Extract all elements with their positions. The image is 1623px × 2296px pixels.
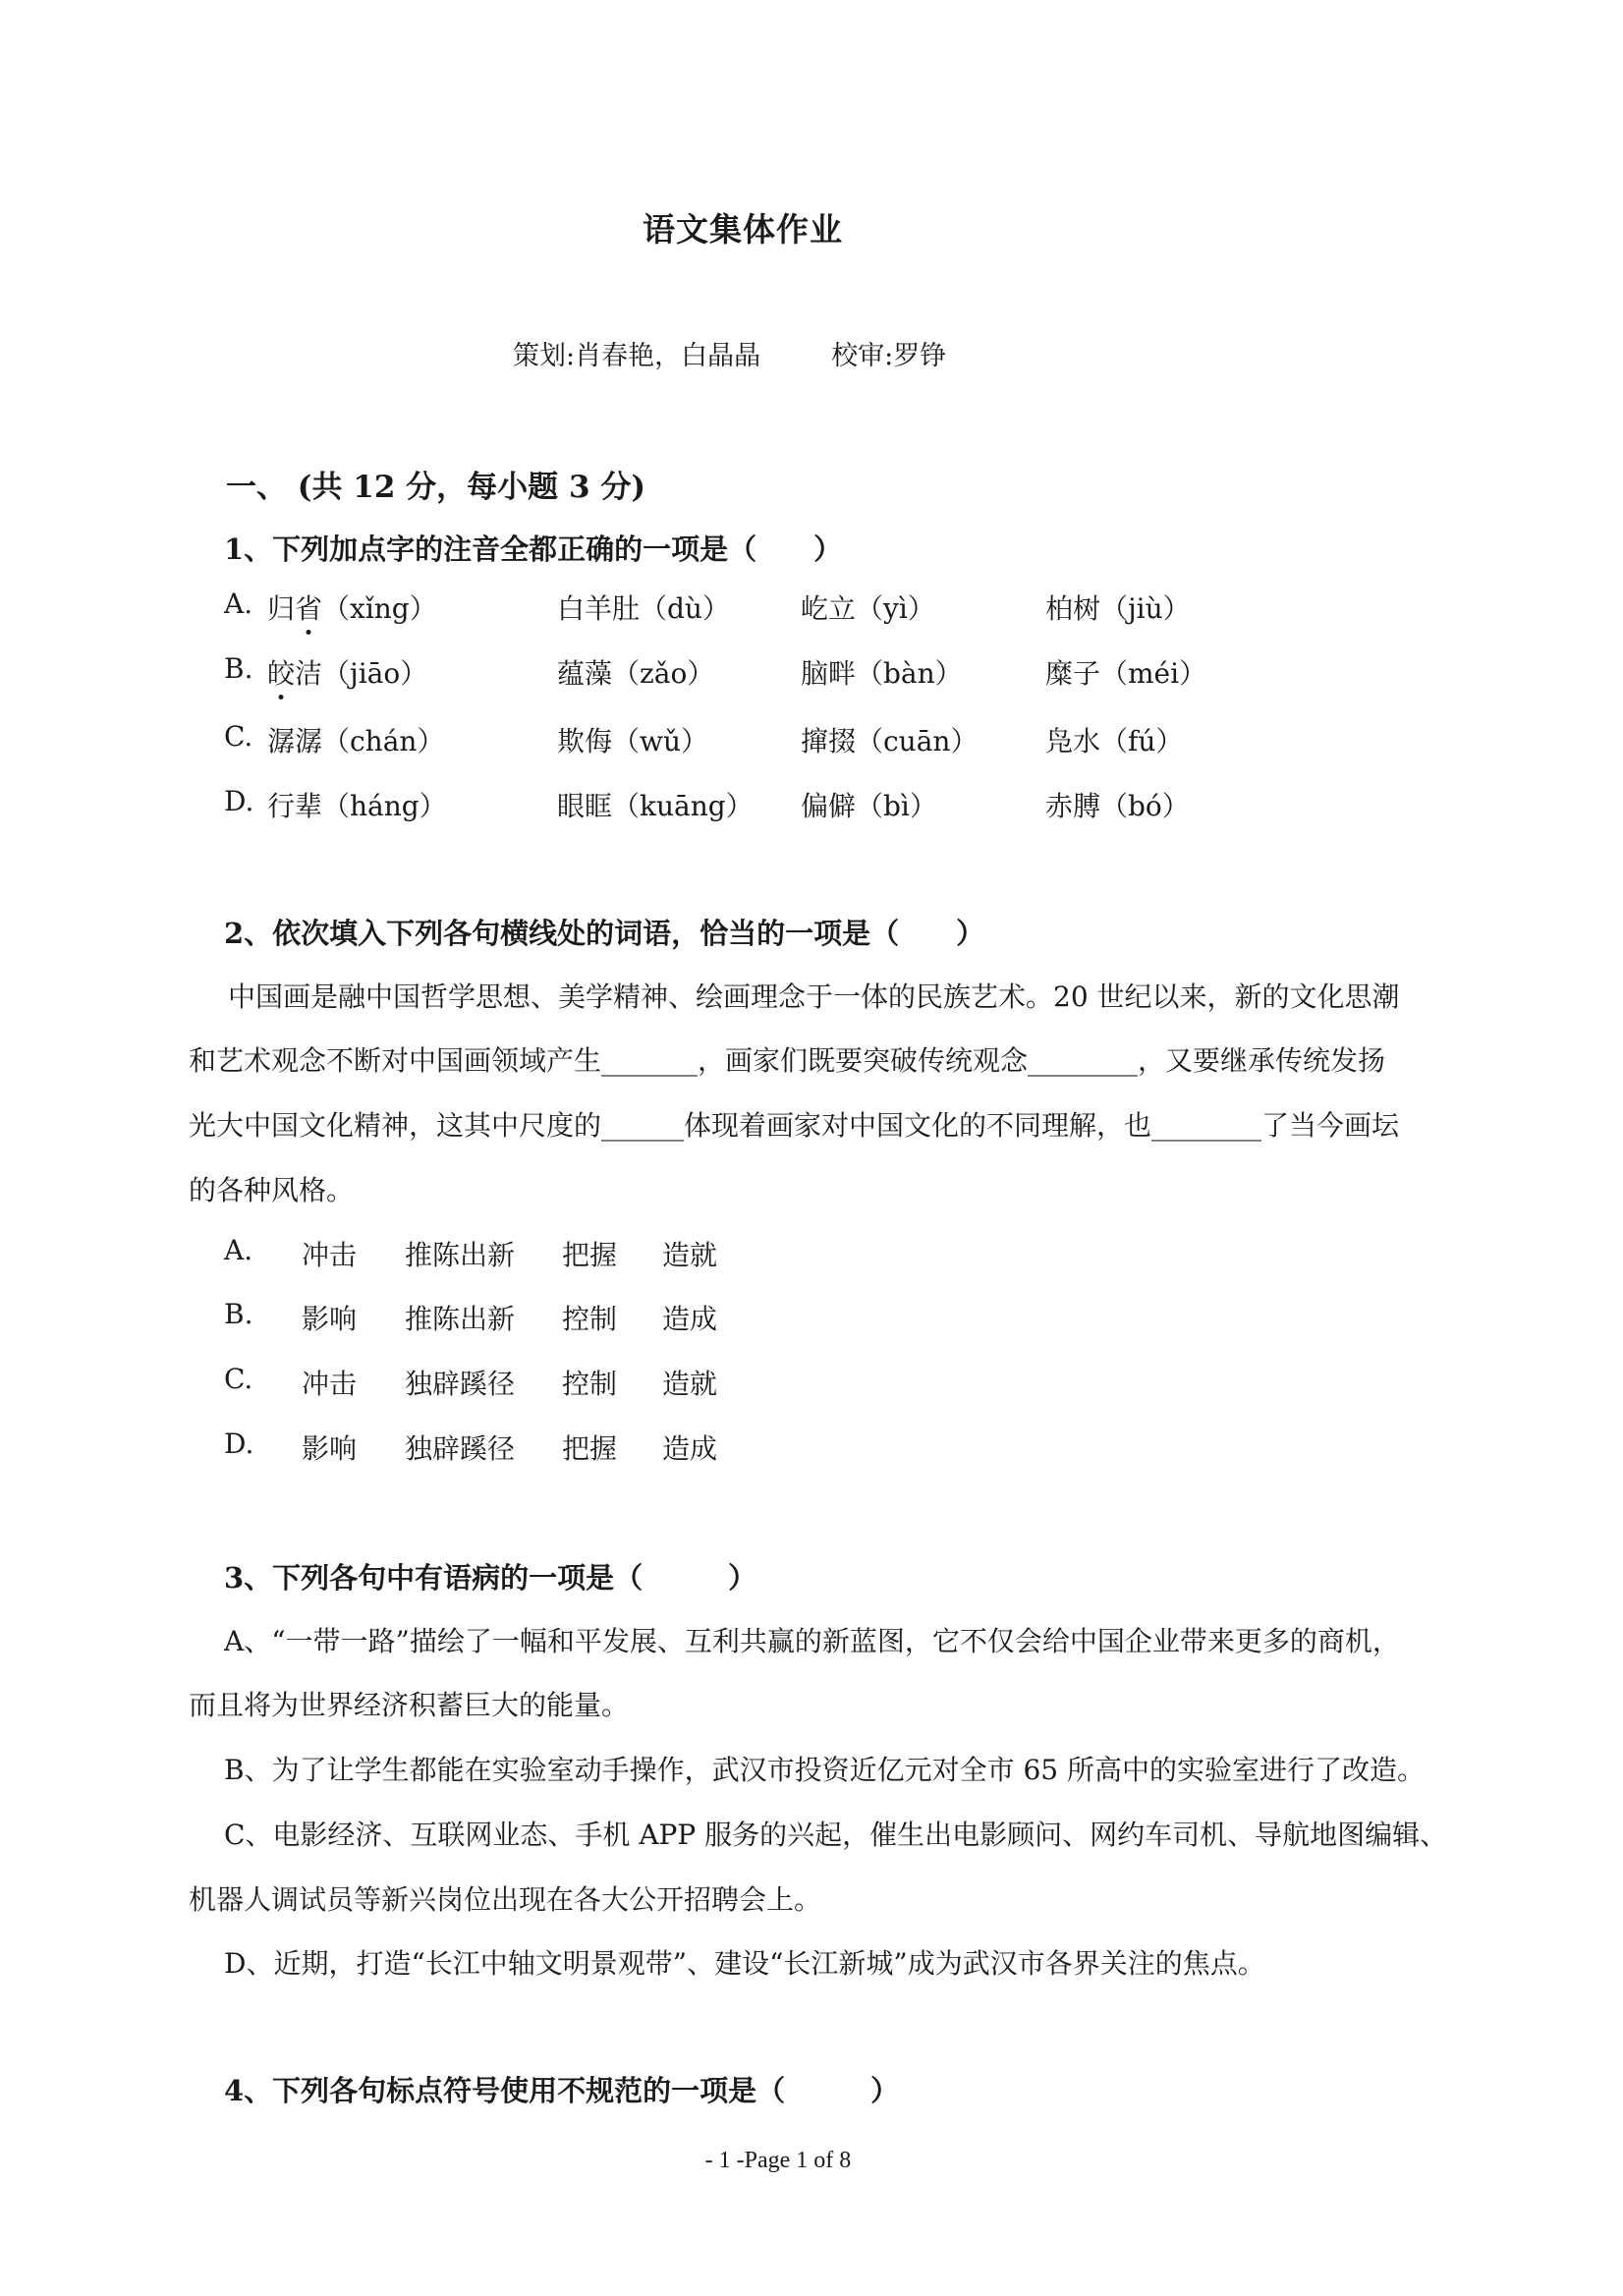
q1-option-c-item1 [267,720,444,759]
q2-option-word: 造就 [662,1239,718,1271]
emphasis-dot-char: 省 [295,592,323,625]
q2-option-d-letter: D. [224,1428,254,1460]
q1-option-a-item2: 白羊肚（dù） [557,592,730,625]
question-2-stem: 2、依次填入下列各句横线处的词语，恰当的一项是（ ） [224,917,985,950]
q2-option-word: 控制 [562,1368,618,1400]
q1-option-d-letter: D. [224,785,254,817]
q3-option-line: C、电影经济、互联网业态、手机 APP 服务的兴起，催生出电影顾问、网约车司机、导航地图编辑、 [224,1819,1448,1851]
q1-option-a-item3: 屹立（yì） [801,592,935,625]
q1-a1-post: （xǐng） [322,592,437,625]
q2-option-b-letter: B. [224,1298,253,1330]
q1-option-b-item3: 脑畔（bàn） [801,657,963,690]
q1-option-d-item4: 赤膊（bó） [1045,790,1190,822]
q2-option-c-letter: C. [224,1363,253,1395]
q1-option-a-item1 [267,588,437,627]
q1-option-b-item2: 蕴藻（zǎo） [557,657,715,690]
q2-option-word: 造成 [662,1303,718,1335]
page-footer: - 1 -Page 1 of 8 [704,2148,852,2173]
q2-passage-line: 和艺术观念不断对中国画领域产生_______，画家们既要突破传统观念________，又要继承传统发扬 [189,1044,1386,1077]
section-heading: 一、 (共 12 分，每小题 3 分) [226,470,646,505]
q2-option-word: 推陈出新 [405,1303,516,1335]
q2-option-word: 独辟蹊径 [405,1432,516,1465]
question-4-stem: 4、下列各句标点符号使用不规范的一项是（ ） [224,2074,900,2107]
question-3-stem: 3、下列各句中有语病的一项是（ ） [224,1561,757,1595]
q1-option-b-letter: B. [224,652,253,685]
q1-option-d-item2: 眼眶（kuāng） [557,790,754,822]
q1-b1-post: 洁（jiāo） [295,657,428,690]
credits-line [513,334,946,372]
q2-passage-line: 光大中国文化精神，这其中尺度的______体现着画家对中国文化的不同理解，也________了当今画坛 [189,1109,1400,1142]
q2-option-word: 推陈出新 [405,1239,516,1271]
q2-option-word: 影响 [302,1432,358,1465]
q2-passage-line: 中国画是融中国哲学思想、美学精神、绘画理念于一体的民族艺术。20 世纪以来，新的文化思潮 [228,980,1400,1013]
q3-option-line: 而且将为世界经济积蓄巨大的能量。 [189,1689,630,1721]
q1-option-a-letter: A. [224,588,253,620]
q3-option-line: B、为了让学生都能在实验室动手操作，武汉市投资近亿元对全市 65 所高中的实验室进行了改造。 [224,1754,1426,1786]
q2-option-word: 独辟蹊径 [405,1368,516,1400]
planners-credit: 策划:肖春艳，白晶晶 [513,341,761,371]
q1-a1-pre: 归 [267,592,296,625]
q1-option-c-item2: 欺侮（wǔ） [557,725,709,757]
page-title: 语文集体作业 [643,210,843,249]
q1-d1-text: 行辈（háng） [267,790,447,822]
q2-option-word: 把握 [562,1432,618,1465]
q1-option-a-item4: 柏树（jiù） [1045,592,1191,625]
q1-option-b-item1 [267,652,427,692]
q2-option-word: 造成 [662,1432,718,1465]
q1-c1-text: 潺潺（chán） [267,725,445,757]
q2-option-word: 造就 [662,1368,718,1400]
q2-option-word: 冲击 [302,1239,358,1271]
emphasis-dot-char: 皎 [267,657,296,690]
q3-option-line: A、“一带一路”描绘了一幅和平发展、互利共赢的新蓝图，它不仅会给中国企业带来更多的商机， [224,1625,1400,1657]
q2-option-word: 影响 [302,1303,358,1335]
q2-option-word: 控制 [562,1303,618,1335]
q2-option-word: 冲击 [302,1368,358,1400]
question-1-stem: 1、下列加点字的注音全都正确的一项是（ ） [224,532,843,566]
q1-option-c-item4: 凫水（fú） [1045,725,1184,757]
q1-option-b-item4: 糜子（méi） [1045,657,1207,690]
q2-option-a-letter: A. [224,1234,253,1266]
q1-option-d-item3: 偏僻（bì） [801,790,937,822]
q2-option-word: 把握 [562,1239,618,1271]
q1-option-c-letter: C. [224,720,253,753]
reviewer-credit: 校审:罗铮 [831,341,947,371]
q2-passage-line: 的各种风格。 [189,1174,355,1206]
q3-option-line: 机器人调试员等新兴岗位出现在各大公开招聘会上。 [189,1883,822,1916]
q3-option-line: D、近期，打造“长江中轴文明景观带”、建设“长江新城”成为武汉市各界关注的焦点。 [224,1947,1265,1980]
q1-option-d-item1 [267,785,447,824]
q1-option-c-item3: 撺掇（cuān） [801,725,979,757]
